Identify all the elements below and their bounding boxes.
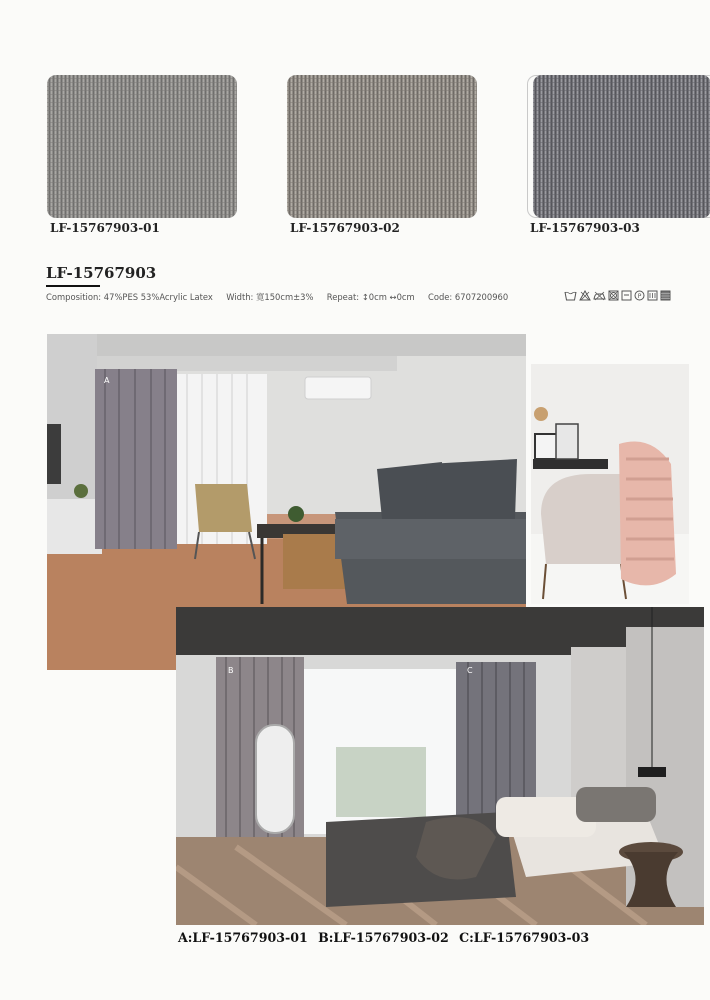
repeat-label: Repeat:	[326, 292, 360, 302]
swatch-03	[527, 75, 710, 218]
repeat-horizontal: 0cm	[396, 292, 415, 302]
care-icons	[564, 290, 671, 301]
svg-text:P: P	[637, 293, 642, 300]
product-title: LF-15767903	[46, 264, 157, 282]
spec-line	[46, 291, 508, 303]
no-dryclean-icon	[647, 290, 658, 301]
swatch-label-02: LF-15767903-02	[290, 221, 400, 235]
code-text: Code: 6707200960	[427, 292, 509, 302]
scene-label-b: B	[228, 666, 234, 675]
caption-a: A:LF-15767903-01	[178, 930, 308, 945]
wash-icon	[564, 290, 577, 301]
swatch-01	[47, 75, 237, 218]
width-text: Width: 寛150cm±3%	[226, 292, 314, 302]
scene-caption	[178, 930, 595, 945]
tumble-dry-icon	[608, 290, 619, 301]
scene-label-a: A	[104, 376, 110, 385]
horizontal-arrow-icon: ↔	[389, 292, 397, 302]
bedroom-photo	[176, 607, 704, 925]
dry-flat-icon	[621, 290, 632, 301]
repeat-vertical: 0cm	[368, 292, 387, 302]
swatch-02	[287, 75, 477, 218]
caption-c: C:LF-15767903-03	[459, 930, 590, 945]
vertical-arrow-icon: ↕	[361, 292, 369, 302]
shading-icon	[660, 290, 671, 301]
no-iron-icon	[593, 290, 606, 301]
composition-text: Composition: 47%PES 53%Acrylic Latex	[46, 292, 213, 302]
caption-b: B:LF-15767903-02	[318, 930, 449, 945]
dry-clean-icon	[634, 290, 645, 301]
no-bleach-icon	[579, 290, 591, 301]
swatch-label-03: LF-15767903-03	[530, 221, 640, 235]
scene-label-c: C	[467, 666, 473, 675]
armchair-photo	[531, 364, 689, 604]
title-underline	[46, 285, 100, 287]
swatch-label-01: LF-15767903-01	[50, 221, 160, 235]
